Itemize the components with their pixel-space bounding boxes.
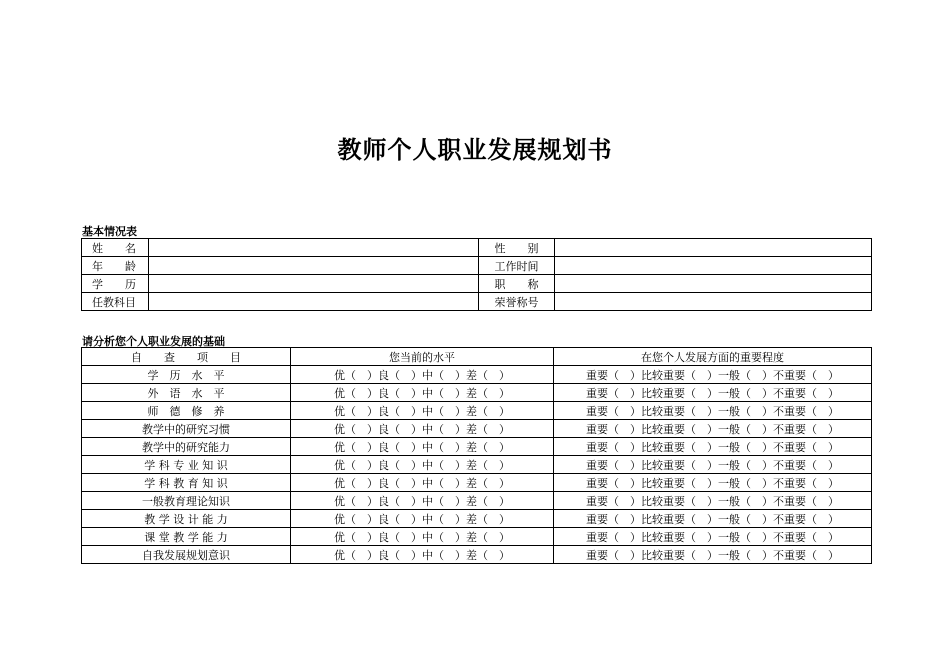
table-row	[82, 402, 872, 420]
assessment-item-label: 课 堂 教 学 能 力	[82, 528, 291, 546]
importance-options[interactable]: 重要（ ）比较重要（ ）一般（ ）不重要（ ）	[554, 546, 872, 564]
importance-options[interactable]: 重要（ ）比较重要（ ）一般（ ）不重要（ ）	[554, 492, 872, 510]
level-options[interactable]: 优（ ）良（ ）中（ ）差（ ）	[291, 420, 554, 438]
level-options[interactable]: 优（ ）良（ ）中（ ）差（ ）	[291, 528, 554, 546]
basic-info-table	[81, 238, 872, 311]
field-value[interactable]	[149, 239, 479, 257]
importance-options[interactable]: 重要（ ）比较重要（ ）一般（ ）不重要（ ）	[554, 402, 872, 420]
field-value[interactable]	[149, 293, 479, 311]
field-value[interactable]	[149, 275, 479, 293]
field-value[interactable]	[149, 257, 479, 275]
level-options[interactable]: 优（ ）良（ ）中（ ）差（ ）	[291, 492, 554, 510]
level-options[interactable]: 优（ ）良（ ）中（ ）差（ ）	[291, 402, 554, 420]
table-row	[82, 366, 872, 384]
importance-options[interactable]: 重要（ ）比较重要（ ）一般（ ）不重要（ ）	[554, 474, 872, 492]
assessment-item-label: 一般教育理论知识	[82, 492, 291, 510]
assessment-item-label: 学 历 水 平	[82, 366, 291, 384]
level-options[interactable]: 优（ ）良（ ）中（ ）差（ ）	[291, 510, 554, 528]
field-label: 性 别	[479, 239, 555, 257]
table-row	[82, 546, 872, 564]
table-row	[82, 510, 872, 528]
field-value[interactable]	[555, 239, 872, 257]
table-header-row	[82, 348, 872, 366]
assessment-item-label: 学 科 教 育 知 识	[82, 474, 291, 492]
page-title: 教师个人职业发展规划书	[337, 135, 613, 164]
table-row	[82, 420, 872, 438]
assessment-item-label: 自我发展规划意识	[82, 546, 291, 564]
field-label: 年 龄	[82, 257, 149, 275]
table-row	[82, 456, 872, 474]
field-label: 荣誉称号	[479, 293, 555, 311]
level-options[interactable]: 优（ ）良（ ）中（ ）差（ ）	[291, 474, 554, 492]
assessment-item-label: 教学中的研究能力	[82, 438, 291, 456]
importance-options[interactable]: 重要（ ）比较重要（ ）一般（ ）不重要（ ）	[554, 456, 872, 474]
analysis-section-label: 请分析您个人职业发展的基础	[82, 335, 225, 348]
basic-info-row	[82, 293, 872, 311]
assessment-item-label: 师 德 修 养	[82, 402, 291, 420]
importance-options[interactable]: 重要（ ）比较重要（ ）一般（ ）不重要（ ）	[554, 420, 872, 438]
table-row	[82, 474, 872, 492]
level-options[interactable]: 优（ ）良（ ）中（ ）差（ ）	[291, 546, 554, 564]
basic-info-section-label: 基本情况表	[82, 225, 137, 238]
level-options[interactable]: 优（ ）良（ ）中（ ）差（ ）	[291, 366, 554, 384]
assessment-item-label: 外 语 水 平	[82, 384, 291, 402]
level-options[interactable]: 优（ ）良（ ）中（ ）差（ ）	[291, 438, 554, 456]
importance-options[interactable]: 重要（ ）比较重要（ ）一般（ ）不重要（ ）	[554, 510, 872, 528]
field-value[interactable]	[555, 257, 872, 275]
field-label: 姓 名	[82, 239, 149, 257]
basic-info-row	[82, 239, 872, 257]
table-row	[82, 528, 872, 546]
level-options[interactable]: 优（ ）良（ ）中（ ）差（ ）	[291, 456, 554, 474]
importance-options[interactable]: 重要（ ）比较重要（ ）一般（ ）不重要（ ）	[554, 384, 872, 402]
field-label: 学 历	[82, 275, 149, 293]
assessment-item-label: 教学中的研究习惯	[82, 420, 291, 438]
assessment-item-label: 教 学 设 计 能 力	[82, 510, 291, 528]
header-item: 自 查 项 目	[82, 348, 291, 366]
level-options[interactable]: 优（ ）良（ ）中（ ）差（ ）	[291, 384, 554, 402]
self-assessment-table	[81, 347, 872, 564]
field-value[interactable]	[555, 293, 872, 311]
table-row	[82, 492, 872, 510]
field-label: 职 称	[479, 275, 555, 293]
field-label: 工作时间	[479, 257, 555, 275]
importance-options[interactable]: 重要（ ）比较重要（ ）一般（ ）不重要（ ）	[554, 366, 872, 384]
header-level: 您当前的水平	[291, 348, 554, 366]
basic-info-row	[82, 275, 872, 293]
importance-options[interactable]: 重要（ ）比较重要（ ）一般（ ）不重要（ ）	[554, 438, 872, 456]
field-value[interactable]	[555, 275, 872, 293]
table-row	[82, 384, 872, 402]
assessment-item-label: 学 科 专 业 知 识	[82, 456, 291, 474]
basic-info-row	[82, 257, 872, 275]
table-row	[82, 438, 872, 456]
field-label: 任教科目	[82, 293, 149, 311]
importance-options[interactable]: 重要（ ）比较重要（ ）一般（ ）不重要（ ）	[554, 528, 872, 546]
header-importance: 在您个人发展方面的重要程度	[554, 348, 872, 366]
